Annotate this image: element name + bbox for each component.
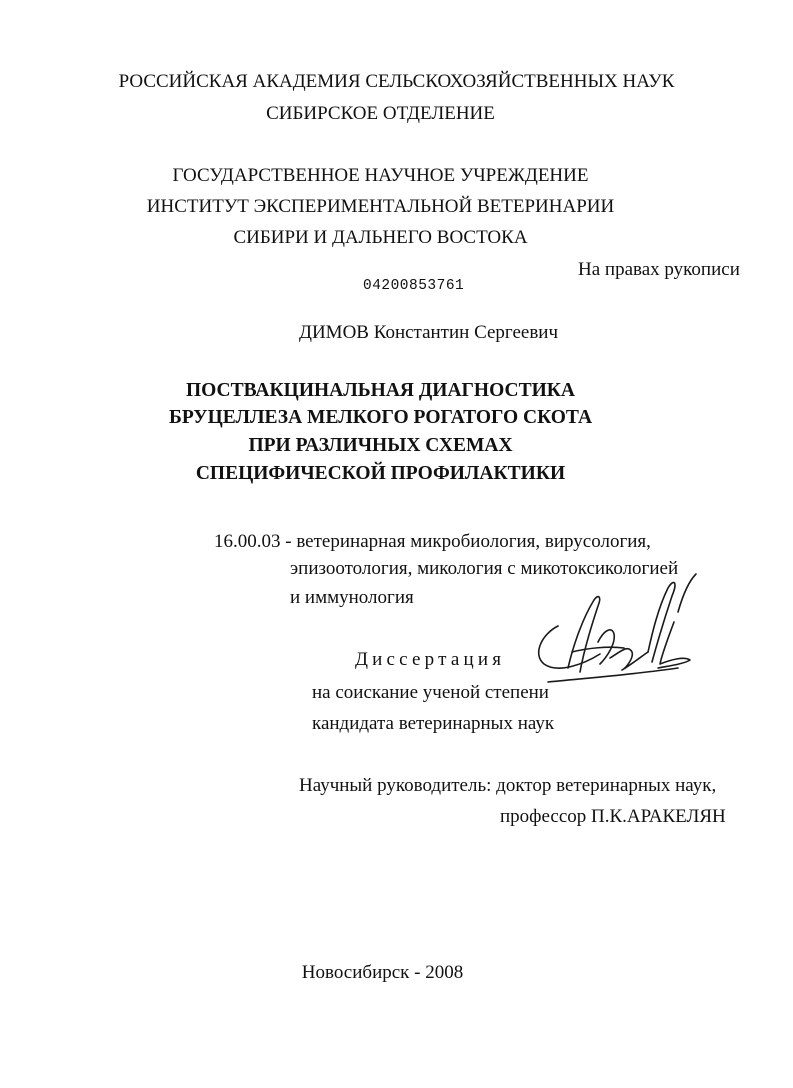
academy-name: РОССИЙСКАЯ АКАДЕМИЯ СЕЛЬСКОХОЗЯЙСТВЕННЫХ НАУК [118, 71, 675, 92]
catalog-number: 04200853761 [363, 278, 465, 294]
specialty-line-2: эпизоотология, микология с микотоксикологией [290, 558, 679, 579]
city-year: Новосибирск - 2008 [301, 962, 464, 983]
institution-line-2: ИНСТИТУТ ЭКСПЕРИМЕНТАЛЬНОЙ ВЕТЕРИНАРИИ [146, 196, 615, 217]
author-name: ДИМОВ Константин Сергеевич [299, 322, 559, 343]
branch-name: СИБИРСКОЕ ОТДЕЛЕНИЕ [266, 103, 495, 124]
title-line-2: БРУЦЕЛЛЕЗА МЕЛКОГО РОГАТОГО СКОТА [168, 407, 593, 428]
institution-line-1: ГОСУДАРСТВЕННОЕ НАУЧНОЕ УЧРЕЖДЕНИЕ [172, 165, 589, 186]
supervisor-line-2: профессор П.К.АРАКЕЛЯН [500, 806, 726, 827]
dissertation-label: Диссертация [355, 649, 506, 670]
degree-line-2: кандидата ветеринарных наук [312, 713, 555, 734]
degree-line-1: на соискание ученой степени [312, 682, 549, 703]
specialty-line-1: 16.00.03 - ветеринарная микробиология, вирусология, [214, 531, 651, 552]
title-line-4: СПЕЦИФИЧЕСКОЙ ПРОФИЛАКТИКИ [195, 463, 566, 484]
title-line-3: ПРИ РАЗЛИЧНЫХ СХЕМАХ [248, 435, 513, 456]
manuscript-note: На правах рукописи [578, 259, 740, 280]
title-line-1: ПОСТВАКЦИНАЛЬНАЯ ДИАГНОСТИКА [185, 380, 575, 401]
institution-line-3: СИБИРИ И ДАЛЬНЕГО ВОСТОКА [233, 227, 528, 248]
supervisor-line-1: Научный руководитель: доктор ветеринарных наук, [299, 775, 717, 796]
author-signature [528, 572, 704, 690]
specialty-line-3: и иммунология [290, 587, 414, 608]
